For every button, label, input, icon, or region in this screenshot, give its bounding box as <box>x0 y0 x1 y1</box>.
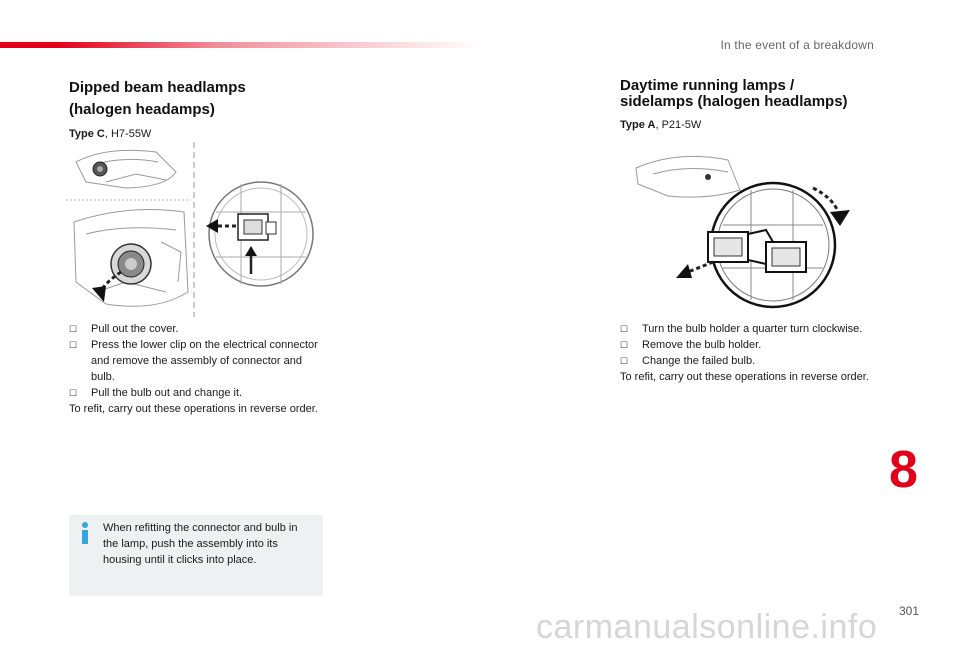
left-type-letter: Type C <box>69 128 105 140</box>
left-step-2: ☐ Press the lower clip on the electrical connector and remove the assembly of connector and bulb. <box>69 337 319 385</box>
watermark: carmanualsonline.info <box>536 608 878 646</box>
left-title-line2: (halogen headamps) <box>69 101 215 118</box>
right-title-line1: Daytime running lamps / <box>620 77 795 94</box>
right-step-2: ☐ Remove the bulb holder. <box>620 337 870 353</box>
right-title-line2: sidelamps (halogen headlamps) <box>620 93 848 110</box>
right-type-spec <box>620 119 900 131</box>
right-type-letter: Type A <box>620 119 656 131</box>
left-title-line1: Dipped beam headlamps <box>69 79 246 96</box>
header-accent-bar <box>0 42 480 48</box>
right-title <box>620 78 900 110</box>
section-title: In the event of a breakdown <box>720 38 874 52</box>
right-steps-list <box>620 321 870 385</box>
left-title <box>69 78 339 119</box>
info-note <box>69 515 323 596</box>
page-number: 301 <box>899 604 920 618</box>
left-step-3: ☐ Pull the bulb out and change it. <box>69 385 319 401</box>
daytime-lamp-illustration <box>628 150 858 310</box>
right-refit-text: To refit, carry out these operations in reverse order. <box>620 371 869 383</box>
right-type-value: , P21-5W <box>655 119 702 131</box>
info-icon <box>80 522 90 544</box>
chapter-number: 8 <box>889 441 918 499</box>
left-type-value: , H7-55W <box>104 128 152 140</box>
info-note-text: When refitting the connector and bulb in the lamp, push the assembly into its housing until it clicks into place. <box>103 522 298 566</box>
right-heading-block <box>620 78 900 131</box>
dipped-beam-illustration <box>66 142 316 317</box>
right-step-1: ☐ Turn the bulb holder a quarter turn clockwise. <box>620 321 870 337</box>
left-refit-text: To refit, carry out these operations in reverse order. <box>69 403 318 415</box>
left-steps-list <box>69 321 319 417</box>
right-step-3: ☐ Change the failed bulb. <box>620 353 870 369</box>
left-step-1: ☐ Pull out the cover. <box>69 321 319 337</box>
left-heading-block <box>69 78 339 140</box>
left-type-spec <box>69 128 339 140</box>
